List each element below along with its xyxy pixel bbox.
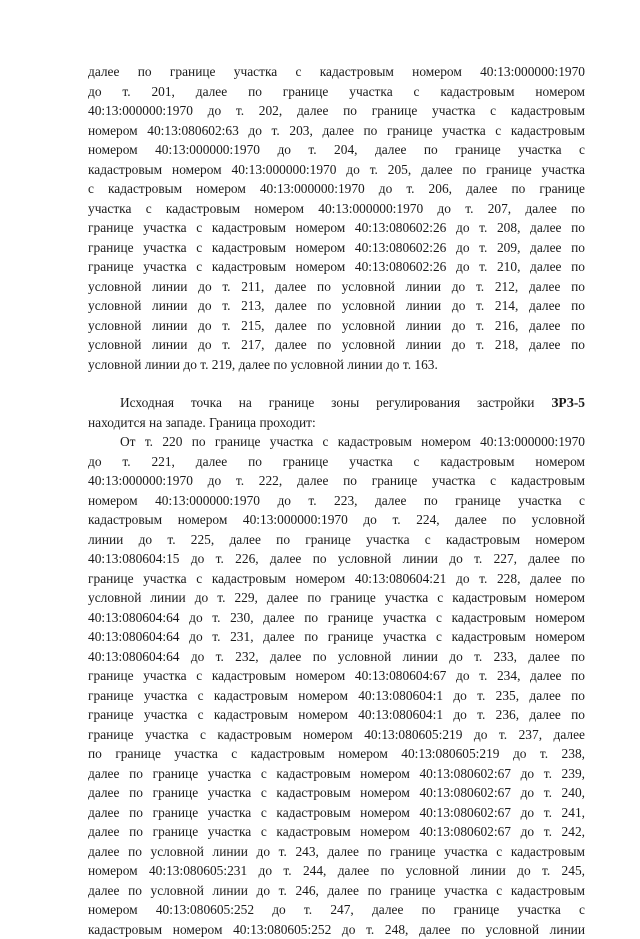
text-line: далее по границе участка с кадастровым номером 40:13:080602:67 до т. 242, xyxy=(88,822,585,842)
text-line: 40:13:080604:64 до т. 232, далее по условной линии до т. 233, далее по xyxy=(88,647,585,667)
text-line: до т. 221, далее по границе участка с кадастровым номером xyxy=(88,452,585,472)
text-line: далее по условной линии до т. 246, далее по границе участка с кадастровым xyxy=(88,881,585,901)
text-line: далее по границе участка с кадастровым номером 40:13:080602:67 до т. 240, xyxy=(88,783,585,803)
zone-intro-line-2: находится на западе. Граница проходит: xyxy=(88,413,585,433)
text-line: номером 40:13:080602:63 до т. 203, далее по границе участка с кадастровым xyxy=(88,121,585,141)
text-line: кадастровым номером 40:13:000000:1970 до т. 205, далее по границе участка xyxy=(88,160,585,180)
text-line: до т. 201, далее по границе участка с кадастровым номером xyxy=(88,82,585,102)
zone-intro-text: Исходная точка на границе зоны регулирования застройки xyxy=(120,395,534,410)
document-page xyxy=(88,62,585,939)
paragraph-zone-intro xyxy=(88,393,585,432)
text-line: далее по границе участка с кадастровым номером 40:13:080602:67 до т. 241, xyxy=(88,803,585,823)
zone-code: ЗРЗ-5 xyxy=(551,395,585,410)
text-line: условной линии до т. 229, далее по границе участка с кадастровым номером xyxy=(88,588,585,608)
text-line: От т. 220 по границе участка с кадастровым номером 40:13:000000:1970 xyxy=(88,432,585,452)
text-line: далее по условной линии до т. 243, далее по границе участка с кадастровым xyxy=(88,842,585,862)
text-line: границе участка с кадастровым номером 40:13:080605:219 до т. 237, далее xyxy=(88,725,585,745)
text-line: границе участка с кадастровым номером 40:13:080602:26 до т. 209, далее по xyxy=(88,238,585,258)
text-line: номером 40:13:000000:1970 до т. 223, далее по границе участка с xyxy=(88,491,585,511)
text-line: номером 40:13:000000:1970 до т. 204, далее по границе участка с xyxy=(88,140,585,160)
text-line: условной линии до т. 215, далее по условной линии до т. 216, далее по xyxy=(88,316,585,336)
text-line: условной линии до т. 217, далее по условной линии до т. 218, далее по xyxy=(88,335,585,355)
text-line: 40:13:000000:1970 до т. 222, далее по границе участка с кадастровым xyxy=(88,471,585,491)
paragraph-zone-boundary xyxy=(88,432,585,939)
text-line: границе участка с кадастровым номером 40:13:080602:26 до т. 210, далее по xyxy=(88,257,585,277)
text-line: по границе участка с кадастровым номером 40:13:080605:219 до т. 238, xyxy=(88,744,585,764)
text-line: 40:13:000000:1970 до т. 202, далее по границе участка с кадастровым xyxy=(88,101,585,121)
text-line: 40:13:080604:64 до т. 230, далее по границе участка с кадастровым номером xyxy=(88,608,585,628)
text-line: далее по границе участка с кадастровым номером 40:13:000000:1970 xyxy=(88,62,585,82)
text-line: условной линии до т. 219, далее по условной линии до т. 163. xyxy=(88,355,585,375)
paragraph-boundary-continuation xyxy=(88,62,585,374)
text-line: линии до т. 225, далее по границе участка с кадастровым номером xyxy=(88,530,585,550)
text-line: с кадастровым номером 40:13:000000:1970 до т. 206, далее по границе xyxy=(88,179,585,199)
paragraph-gap xyxy=(88,374,585,393)
text-line: номером 40:13:080605:231 до т. 244, далее по условной линии до т. 245, xyxy=(88,861,585,881)
text-line: номером 40:13:080605:252 до т. 247, далее по границе участка с xyxy=(88,900,585,920)
text-line: кадастровым номером 40:13:080605:252 до т. 248, далее по условной линии xyxy=(88,920,585,939)
text-line: далее по границе участка с кадастровым номером 40:13:080602:67 до т. 239, xyxy=(88,764,585,784)
zone-intro-line xyxy=(88,393,585,413)
text-line: границе участка с кадастровым номером 40:13:080604:21 до т. 228, далее по xyxy=(88,569,585,589)
text-line: границе участка с кадастровым номером 40:13:080604:67 до т. 234, далее по xyxy=(88,666,585,686)
text-line: границе участка с кадастровым номером 40:13:080604:1 до т. 236, далее по xyxy=(88,705,585,725)
text-line: 40:13:080604:15 до т. 226, далее по условной линии до т. 227, далее по xyxy=(88,549,585,569)
text-line: границе участка с кадастровым номером 40:13:080602:26 до т. 208, далее по xyxy=(88,218,585,238)
text-line: 40:13:080604:64 до т. 231, далее по границе участка с кадастровым номером xyxy=(88,627,585,647)
text-line: границе участка с кадастровым номером 40:13:080604:1 до т. 235, далее по xyxy=(88,686,585,706)
text-line: участка с кадастровым номером 40:13:000000:1970 до т. 207, далее по xyxy=(88,199,585,219)
text-line: условной линии до т. 211, далее по условной линии до т. 212, далее по xyxy=(88,277,585,297)
text-line: кадастровым номером 40:13:000000:1970 до т. 224, далее по условной xyxy=(88,510,585,530)
text-line: условной линии до т. 213, далее по условной линии до т. 214, далее по xyxy=(88,296,585,316)
